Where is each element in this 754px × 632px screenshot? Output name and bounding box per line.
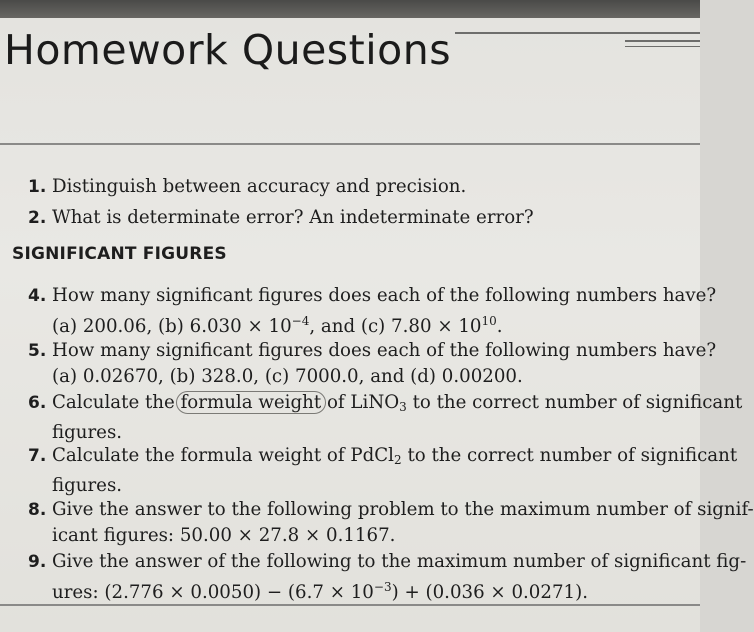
exponent: 10 (481, 314, 497, 328)
question-number: 9. (28, 552, 47, 572)
question-number: 7. (28, 446, 47, 466)
question-text: How many significant figures does each of the following numbers have? (52, 340, 717, 361)
question-options: (a) 0.02670, (b) 328.0, (c) 7000.0, and (d) 0.00200. (52, 366, 523, 387)
question-9 (28, 549, 747, 605)
question-2 (28, 205, 698, 231)
question-text: to the correct number of significant (401, 445, 738, 466)
question-5 (28, 338, 717, 389)
question-1 (28, 174, 698, 200)
option-text: (a) 200.06, (b) 6.030 × 10 (52, 316, 292, 337)
exponent: −3 (373, 580, 392, 594)
option-text: , and (c) 7.80 × 10 (309, 316, 482, 337)
question-text: Distinguish between accuracy and precision. (52, 176, 467, 197)
section-divider (0, 143, 700, 145)
section-heading: SIGNIFICANT FIGURES (12, 244, 227, 264)
question-text: to the correct number of significant (406, 392, 743, 413)
exponent: −4 (291, 314, 310, 328)
question-4 (28, 283, 717, 339)
subscript: 2 (394, 453, 402, 467)
question-8 (28, 497, 754, 548)
expression-text: ) + (0.036 × 0.0271). (391, 582, 588, 603)
question-continuation: figures. (52, 475, 123, 496)
question-number: 1. (28, 177, 47, 197)
circled-annotation: formula weight (176, 391, 327, 414)
bottom-rule (0, 604, 700, 606)
subscript: 3 (399, 400, 407, 414)
question-number: 4. (28, 286, 47, 306)
question-continuation: figures. (52, 422, 123, 443)
question-text: What is determinate error? An indeterminate error? (52, 207, 534, 228)
question-number: 8. (28, 500, 47, 520)
question-text: Calculate the (52, 392, 175, 413)
question-expression (28, 575, 698, 605)
question-text: Calculate the formula weight of PdCl (52, 445, 395, 466)
page-title: Homework Questions (4, 26, 452, 74)
question-6 (28, 390, 743, 445)
expression-text: ures: (2.776 × 0.0050) − (6.7 × 10 (52, 582, 374, 603)
question-number: 2. (28, 208, 47, 228)
option-text: . (496, 316, 503, 337)
question-text: of LiNO (326, 392, 400, 413)
question-text: Give the answer of the following to the maximum number of significant fig- (52, 551, 747, 572)
question-text: How many significant figures does each of the following numbers have? (52, 285, 717, 306)
question-7 (28, 443, 738, 498)
title-rule-long (625, 40, 700, 42)
background-top-strip (0, 0, 700, 20)
question-options (28, 309, 698, 339)
title-rule-lower (625, 46, 700, 47)
question-number: 6. (28, 393, 47, 413)
question-number: 5. (28, 341, 47, 361)
question-continuation: icant figures: 50.00 × 27.8 × 0.1167. (52, 525, 396, 546)
question-text: Give the answer to the following problem to the maximum number of signif- (52, 499, 754, 520)
title-rule-short (455, 32, 700, 34)
